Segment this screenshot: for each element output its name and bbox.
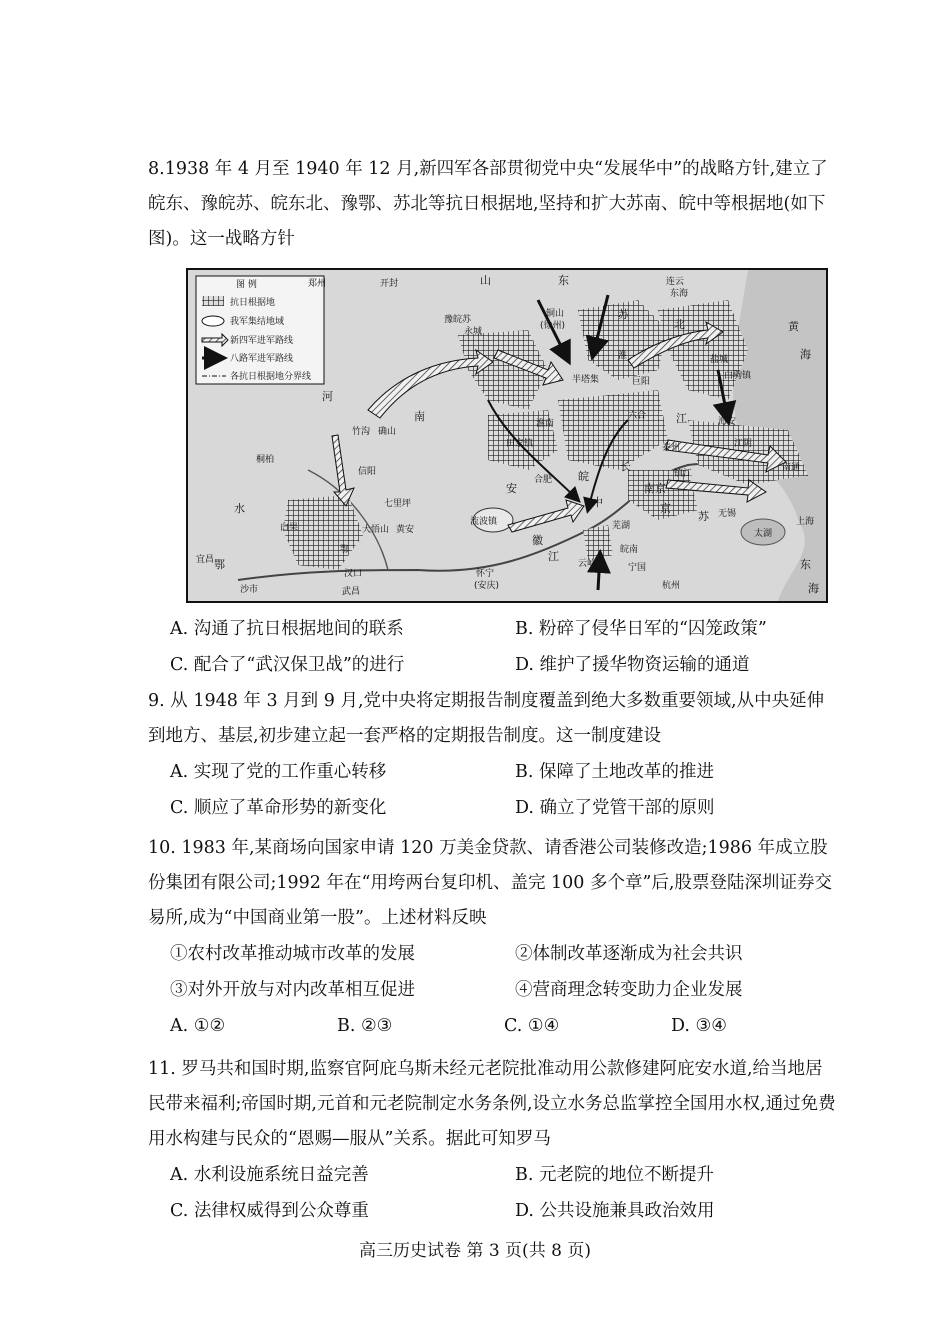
- question-11-stem: 11. 罗马共和国时期,监察官阿庇乌斯未经元老院批准动用公款修建阿庇安水道,给当地居民带来福利;帝国时期,元首和元老院制定水务条例,设立水务总监掌控全国用水权,通过免费用水构建与民众的“恩赐—服从”关系。据此可知罗马: [148, 1059, 836, 1149]
- place-label: 北: [674, 318, 685, 331]
- option-b[interactable]: B. 元老院的地位不断提升: [515, 1165, 714, 1185]
- place-label: 沙市: [240, 585, 259, 595]
- place-label: 永城: [464, 327, 483, 337]
- question-11: [148, 1052, 838, 1229]
- place-label: 信阳: [358, 467, 377, 477]
- place-label: 镇江: [674, 469, 693, 479]
- place-label: 黄: [788, 320, 799, 333]
- place-label: 南通: [782, 463, 801, 473]
- legend-item: 八路军进军路线: [230, 354, 294, 364]
- place-label: 南: [414, 410, 425, 423]
- place-label: 鄂: [340, 545, 350, 555]
- place-label: 桐柏: [256, 455, 275, 465]
- march-route: [332, 435, 354, 506]
- place-label: 白果: [280, 523, 299, 533]
- option-a[interactable]: A. 沟通了抗日根据地间的联系: [170, 619, 404, 639]
- place-label: 宁国: [628, 563, 647, 573]
- march-route: [368, 350, 493, 418]
- place-label: 海: [808, 582, 819, 595]
- legend-item: 各抗日根据地分界线: [230, 372, 312, 382]
- place-label: 皖南: [620, 545, 639, 555]
- legend-item: 我军集结地域: [230, 317, 285, 327]
- base-area: [558, 390, 668, 470]
- place-label: 中: [592, 496, 603, 509]
- place-label: 安: [506, 482, 517, 495]
- option-b[interactable]: B. 保障了土地改革的推进: [515, 762, 714, 782]
- place-label: 白驹镇: [724, 371, 752, 381]
- question-8-options: [148, 611, 838, 683]
- legend-item: 新四军进军路线: [230, 336, 294, 346]
- question-10: [148, 831, 838, 1044]
- place-label: 黄安: [396, 525, 415, 535]
- option-c[interactable]: C. ①④: [504, 1016, 560, 1036]
- place-label: 铜山: [546, 309, 565, 319]
- place-label: 山: [480, 274, 491, 287]
- place-label: 杭州: [662, 581, 681, 591]
- option-c[interactable]: C. 顺应了革命形势的新变化: [170, 798, 387, 818]
- option-c[interactable]: C. 配合了“武汉保卫战”的进行: [170, 655, 405, 675]
- place-label: 盐城: [710, 355, 729, 365]
- legend-item: 抗日根据地: [230, 298, 276, 308]
- option-a[interactable]: A. ①②: [170, 1016, 226, 1036]
- place-label: 怀宁: [476, 569, 495, 579]
- option-d[interactable]: D. 维护了援华物资运输的通道: [515, 655, 750, 675]
- option-c[interactable]: C. 法律权威得到公众尊重: [170, 1201, 369, 1221]
- statement-4: ④营商理念转变助力企业发展: [515, 980, 743, 1000]
- option-b[interactable]: B. ②③: [337, 1016, 393, 1036]
- option-b[interactable]: B. 粉碎了侵华日军的“囚笼政策”: [515, 619, 767, 639]
- place-label: 长: [620, 460, 631, 473]
- place-label: 芜湖: [612, 521, 631, 531]
- place-label: 海: [800, 348, 811, 361]
- legend-box: [196, 276, 327, 384]
- place-label: 淮南: [536, 419, 555, 429]
- place-label: 江: [548, 550, 559, 563]
- question-8-stem: 8.1938 年 4 月至 1940 年 12 月,新四军各部贯彻党中央“发展华中”的战略方针,建立了皖东、豫皖苏、皖东北、豫鄂、苏北等抗日根据地,坚持和扩大苏南、皖中等根据地(如下图)。这一战略方针: [148, 159, 828, 249]
- place-label: 竹沟: [352, 427, 371, 437]
- place-label: 淮: [618, 351, 628, 361]
- place-label: (安庆): [474, 581, 500, 591]
- legend-title: 图 例: [236, 280, 257, 290]
- place-label: 苏: [618, 308, 629, 321]
- place-label: 武昌: [342, 587, 361, 597]
- place-label: 皖: [578, 470, 589, 483]
- place-label: 郑州: [308, 279, 327, 289]
- statement-2: ②体制改革逐渐成为社会共识: [515, 944, 743, 964]
- place-label: 豫皖苏: [444, 315, 472, 325]
- place-label: 鄂: [214, 558, 225, 571]
- place-label: 连云: [666, 277, 685, 287]
- place-label: 江阴: [734, 439, 753, 449]
- place-label: 苏: [698, 510, 709, 523]
- place-label: 太湖: [754, 529, 773, 539]
- map-figure: [186, 268, 828, 603]
- question-8: [148, 152, 838, 257]
- place-label: 江: [676, 412, 687, 425]
- option-d[interactable]: D. 公共设施兼具政治效用: [515, 1201, 715, 1221]
- place-label: 开封: [380, 279, 399, 289]
- place-label: 南京: [644, 482, 666, 495]
- place-label: 云岭: [578, 559, 597, 569]
- place-label: 汉口: [344, 569, 363, 579]
- base-area: [583, 525, 613, 560]
- place-label: 东: [558, 274, 569, 287]
- question-10-stem: 10. 1983 年,某商场向国家申请 120 万美金贷款、请香港公司装修改造;1986 年成立股份集团有限公司;1992 年在“用垮两台复印机、盖完 100 多个章”后,股票登陆深圳证券交易所,成为“中国商业第一股”。上述材料反映: [148, 838, 832, 928]
- place-label: 水: [234, 502, 245, 515]
- question-9: [148, 684, 838, 826]
- place-label: 确山: [378, 427, 397, 437]
- question-9-stem: 9. 从 1948 年 3 月到 9 月,党中央将定期报告制度覆盖到绝大多数重要领域,从中央延伸到地方、基层,初步建立起一套严格的定期报告制度。这一制度建设: [148, 691, 825, 746]
- place-label: (徐州): [540, 321, 566, 331]
- place-label: 东海: [670, 289, 689, 299]
- place-label: 流波镇: [470, 517, 498, 527]
- option-d[interactable]: D. 确立了党管干部的原则: [515, 798, 715, 818]
- place-label: 大悟山: [362, 525, 390, 535]
- place-label: 巨阳: [632, 377, 651, 387]
- option-a[interactable]: A. 实现了党的工作重心转移: [170, 762, 387, 782]
- place-label: 河: [322, 390, 333, 403]
- option-a[interactable]: A. 水利设施系统日益完善: [170, 1165, 369, 1185]
- page-footer: 高三历史试卷 第 3 页(共 8 页): [359, 1241, 591, 1261]
- place-label: 七里坪: [384, 499, 412, 509]
- place-label: 田家镇: [506, 439, 534, 449]
- place-label: 合肥: [534, 475, 553, 485]
- place-label: 海安: [718, 417, 737, 427]
- place-label: 六合: [628, 411, 647, 421]
- place-label: 徽: [532, 534, 543, 547]
- place-label: 东: [800, 558, 811, 571]
- place-label: 半塔集: [572, 375, 600, 385]
- statement-1: ①农村改革推动城市改革的发展: [170, 944, 415, 964]
- place-label: 泰州: [662, 443, 681, 453]
- statement-3: ③对外开放与对内改革相互促进: [170, 980, 415, 1000]
- place-label: 上海: [796, 517, 815, 527]
- map-svg: [188, 270, 826, 601]
- place-label: 宜昌: [196, 555, 215, 565]
- place-label: 无锡: [718, 509, 737, 519]
- march-route: [508, 500, 584, 532]
- option-d[interactable]: D. ③④: [671, 1016, 727, 1036]
- place-label: 京: [660, 502, 671, 515]
